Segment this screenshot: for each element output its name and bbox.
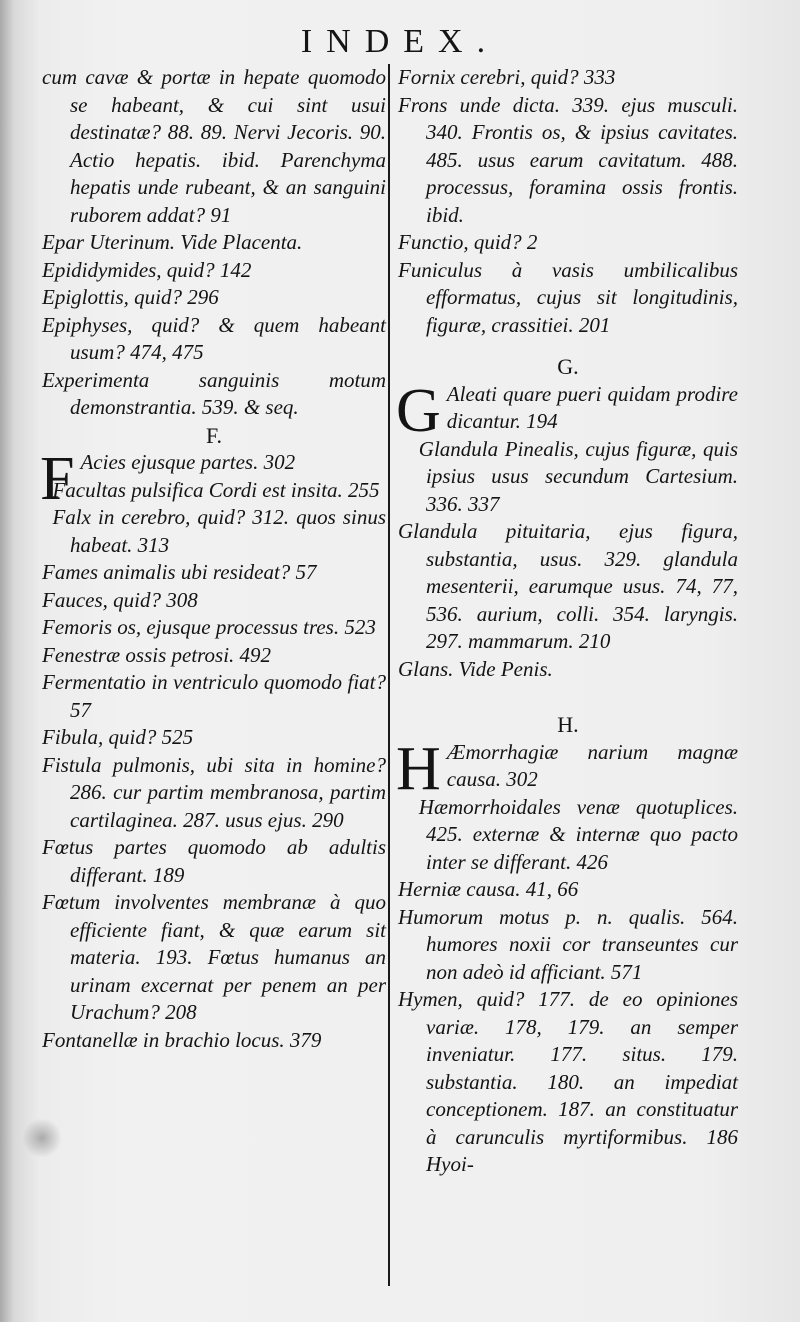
index-entry-foetus-partes: Fœtus partes quomodo ab adultis differant. 189 bbox=[42, 835, 386, 887]
index-entry-fauces: Fauces, quid? 308 bbox=[42, 587, 198, 612]
index-entry-frons: Frons unde dicta. 339. ejus musculi. 340. Frontis os, & ipsius cavitates. 485. usus earum cavitatum. 488. processus, foramina ossis frontis. ibid. bbox=[398, 92, 738, 227]
index-entry-falx: Falx in cerebro, quid? 312. quos sinus habeat. 313 bbox=[52, 505, 386, 557]
index-entry-epiglottis: Epiglottis, quid? 296 bbox=[42, 285, 219, 309]
index-entry-fistula: Fistula pulmonis, ubi sita in homine? 286. cur partim membranosa, partim cartilaginea. 287. usus ejus. 290 bbox=[42, 752, 386, 832]
entry-text: Acies ejusque partes. 302 bbox=[80, 450, 296, 474]
index-entry-epar: Epar Uterinum. Vide Placenta. bbox=[42, 230, 303, 254]
index-entry-foetum: Fœtum involventes membranæ à quo efficiente fiant, & quæ earum sit materia. 193. Fœtus humanus an urinam excernat per penem an per Urachum? 208 bbox=[42, 890, 386, 1024]
entry-text: Aleati quare pueri quidam prodire dicantur. 194 bbox=[446, 381, 738, 433]
drop-cap-h: H bbox=[396, 734, 441, 803]
index-entry-facultas: Facultas pulsifica Cordi est insita. 255 bbox=[52, 477, 380, 502]
section-gap bbox=[398, 339, 738, 353]
index-entry-fornix: Fornix cerebri, quid? 333 bbox=[398, 65, 616, 89]
index-entry-galeati bbox=[396, 376, 738, 445]
left-column bbox=[42, 64, 386, 1054]
column-divider bbox=[388, 64, 390, 1286]
index-entry-herniae: Herniæ causa. 41, 66 bbox=[398, 877, 579, 901]
index-entry-femoris: Femoris os, ejusque processus tres. 523 bbox=[42, 615, 376, 639]
index-entry-haemorrhagiae bbox=[396, 734, 738, 803]
index-entry-epididymides: Epididymides, quid? 142 bbox=[42, 257, 252, 282]
index-entry-fermentatio: Fermentatio in ventriculo quomodo fiat? 57 bbox=[42, 670, 386, 722]
index-entry-fibula: Fibula, quid? 525 bbox=[42, 725, 194, 749]
index-entry-glandula-pinealis: Glandula Pinealis, cujus figuræ, quis ipsius usus secundum Cartesium. 336. 337 bbox=[418, 436, 738, 516]
page-header: INDEX. bbox=[300, 23, 500, 60]
index-entry-cava: cum cavæ & portæ in hepate quomodo se habeant, & cui sint usui destinatæ? 88. 89. Nervi Jecoris. 90. Actio hepatis. ibid. Parenchyma hepatis unde rubeant, & an sanguini ruborem addat? 91 bbox=[42, 65, 386, 227]
index-entry-fenestrae: Fenestræ ossis petrosi. 492 bbox=[42, 642, 272, 667]
index-entry-epiphyses: Epiphyses, quid? & quem habeant usum? 474, 475 bbox=[42, 312, 386, 364]
section-heading-h: H. bbox=[557, 712, 579, 737]
index-entry-functio: Functio, quid? 2 bbox=[398, 230, 538, 254]
index-entry-humorum: Humorum motus p. n. qualis. 564. humores noxii cor transeuntes cur non adeò id afficiant. 571 bbox=[398, 904, 738, 984]
drop-cap-g: G bbox=[396, 376, 441, 445]
section-heading-g: G. bbox=[557, 354, 579, 379]
section-heading-f: F. bbox=[206, 422, 222, 448]
section-gap bbox=[398, 683, 738, 711]
index-entry-hymen: Hymen, quid? 177. de eo opiniones variæ. 178, 179. an semper inveniatur. 177. situs. 179. substantia. 180. an impediat conceptionem. 187. an constituatur à carunculis myrtiformibus. 186 Hyoi- bbox=[398, 987, 738, 1176]
index-entry-fontanellae: Fontanellæ in brachio locus. 379 bbox=[42, 1027, 322, 1052]
index-entry-experimenta: Experimenta sanguinis motum demonstrantia. 539. & seq. bbox=[42, 367, 386, 419]
index-entry-funiculus: Funiculus à vasis umbilicalibus efformatus, cujus sit longitudinis, figuræ, crassitiei. 201 bbox=[398, 257, 738, 337]
index-entry-fames: Fames animalis ubi resideat? 57 bbox=[42, 560, 317, 584]
index-entry-glans: Glans. Vide Penis. bbox=[398, 656, 553, 681]
index-entry-haemorrhoidales: Hæmorrhoidales venæ quotuplices. 425. externæ & internæ quo pacto inter se differant. 426 bbox=[418, 794, 738, 874]
drop-cap-f: F bbox=[40, 445, 75, 513]
entry-text: Æmorrhagiæ narium magnæ causa. 302 bbox=[446, 739, 738, 791]
right-column bbox=[398, 64, 738, 1179]
index-entry-glandula-pituitaria: Glandula pituitaria, ejus figura, substantia, usus. 329. glandula mesenterii, earumque usus. 74, 77, 536. aurium, colli. 354. laryngis. 297. mammarum. 210 bbox=[398, 519, 738, 653]
